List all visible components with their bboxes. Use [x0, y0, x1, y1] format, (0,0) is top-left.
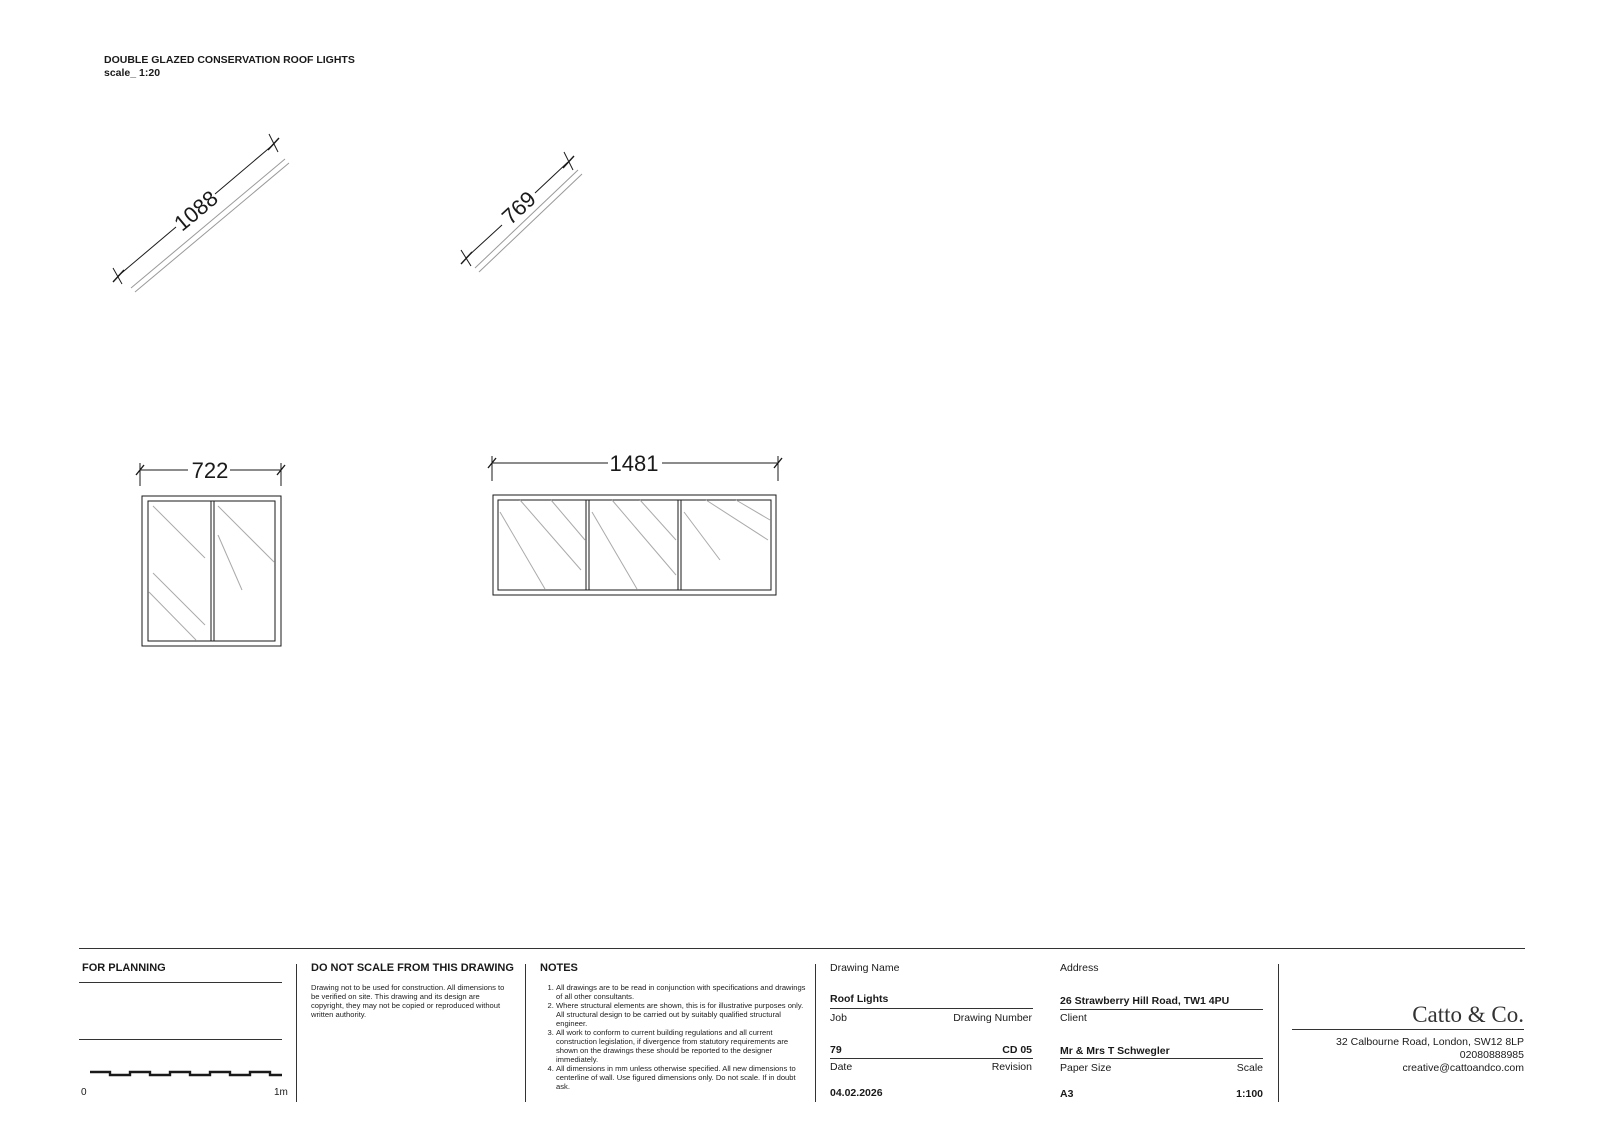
rule-drawing-name — [830, 1008, 1033, 1009]
revision-label: Revision — [991, 1061, 1032, 1073]
rule-job — [830, 1058, 1033, 1059]
dimension-label-1088: 1088 — [169, 185, 223, 237]
divider-3 — [815, 964, 816, 1102]
divider-1 — [296, 964, 297, 1102]
notes-list — [542, 983, 811, 1091]
warning-heading: DO NOT SCALE FROM THIS DRAWING — [311, 962, 514, 974]
status-label: FOR PLANNING — [82, 962, 166, 974]
client-label: Client — [1060, 1012, 1087, 1024]
company-email: creative@cattoandco.com — [1402, 1062, 1524, 1074]
dimension-label-1481: 1481 — [609, 451, 659, 476]
note-item: 3. All work to conform to current building regulations and all current construction legislation, if divergence from statutory requirements are shown on the drawings these should be reported to the designer immediately. — [556, 1028, 811, 1064]
dimension-label-769: 769 — [496, 186, 541, 230]
drawing-scale: 1:100 — [1236, 1088, 1263, 1100]
rule-client — [1060, 1058, 1263, 1059]
job-number: 79 — [830, 1044, 842, 1056]
scale-bar-end: 1m — [274, 1087, 288, 1098]
scale-bar — [90, 1072, 282, 1075]
dimension-label-722: 722 — [191, 458, 229, 483]
scale-bar-start: 0 — [81, 1087, 87, 1098]
date: 04.02.2026 — [830, 1087, 883, 1099]
notes-heading: NOTES — [540, 962, 578, 974]
sheet-title: DOUBLE GLAZED CONSERVATION ROOF LIGHTS — [104, 54, 355, 66]
plan-small-roof-light — [136, 463, 285, 646]
divider-2 — [525, 964, 526, 1102]
date-label: Date — [830, 1061, 853, 1073]
note-item: 4. All dimensions in mm unless otherwise specified. All new dimensions to centerline of wall. Use figured dimensions only. Do not scale. If in doubt ask. — [556, 1064, 811, 1091]
address-label: Address — [1060, 962, 1099, 974]
plan-large-roof-light — [488, 456, 782, 595]
drawing-name: Roof Lights — [830, 993, 889, 1005]
status-rule-1 — [79, 982, 282, 983]
paper-size: A3 — [1060, 1088, 1074, 1100]
job-label: Job — [830, 1012, 847, 1024]
client: Mr & Mrs T Schwegler — [1060, 1045, 1170, 1057]
title-block-top-rule — [79, 948, 1525, 949]
scale-label: Scale — [1236, 1062, 1263, 1074]
note-item: 2. Where structural elements are shown, this is for illustrative purposes only. All structural design to be carried out by suitably qualified structural engineer. — [556, 1001, 811, 1028]
status-rule-2 — [79, 1039, 282, 1040]
address: 26 Strawberry Hill Road, TW1 4PU — [1060, 995, 1230, 1007]
note-item: 1. All drawings are to be read in conjunction with specifications and drawings of all other consultants. — [556, 983, 811, 1001]
rule-address — [1060, 1009, 1263, 1010]
company-phone: 02080888985 — [1459, 1049, 1524, 1061]
drawing-number-label: Drawing Number — [953, 1012, 1032, 1024]
company-address: 32 Calbourne Road, London, SW12 8LP — [1336, 1036, 1524, 1048]
warning-text: Drawing not to be used for construction. All dimensions to be verified on site. This drawing and its design are copyright, they may not be copied or reproduced without written authority. — [311, 983, 505, 1019]
rule-logo — [1292, 1029, 1524, 1030]
drawing-number: CD 05 — [1002, 1044, 1032, 1056]
company-logo: Catto & Co. — [1412, 1002, 1524, 1027]
paper-size-label: Paper Size — [1060, 1062, 1112, 1074]
sheet-scale: scale_ 1:20 — [104, 67, 161, 79]
sheet-header — [104, 54, 355, 80]
divider-4 — [1278, 964, 1279, 1102]
drawing-name-label: Drawing Name — [830, 962, 900, 974]
